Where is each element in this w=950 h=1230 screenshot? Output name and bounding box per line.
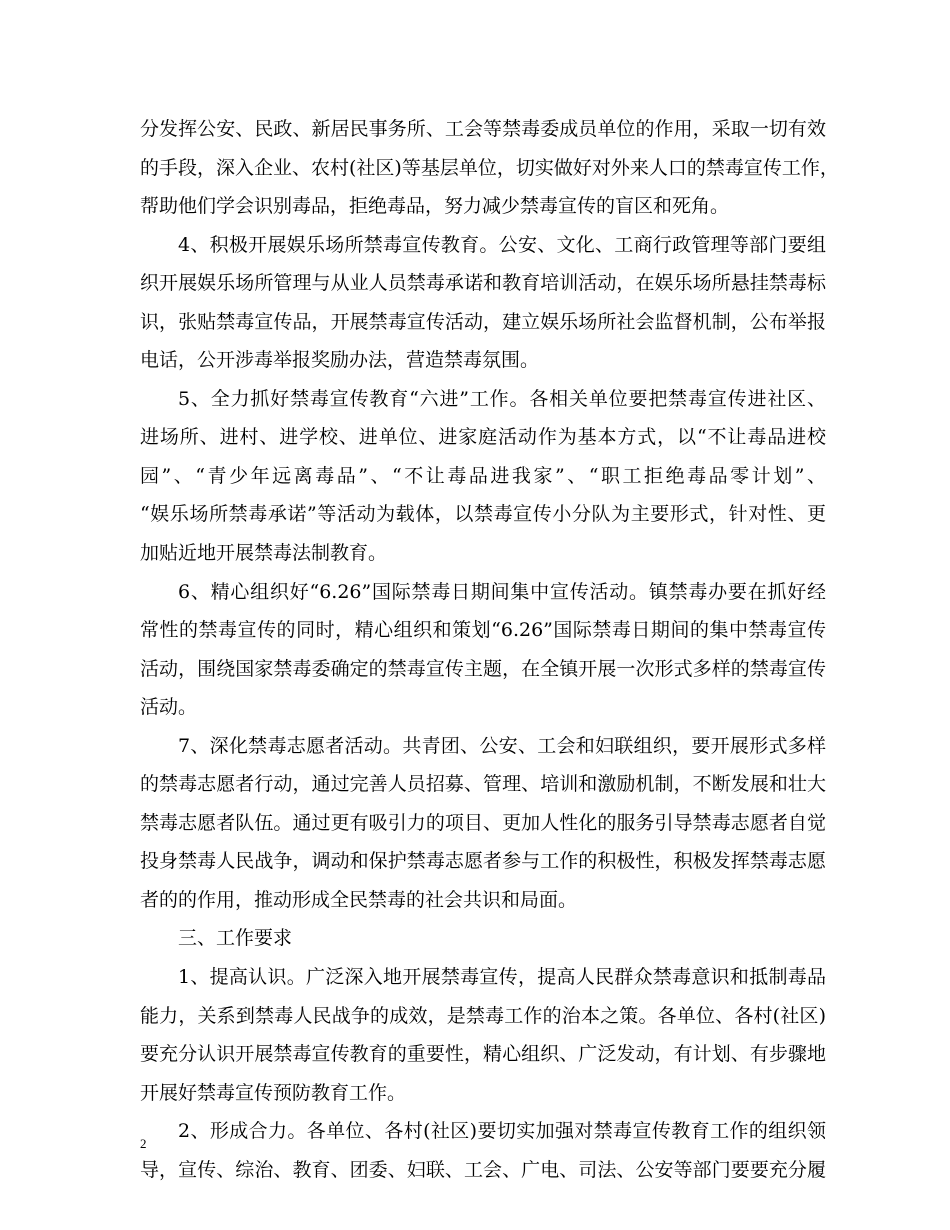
text-line: 园”、“青少年远离毒品”、“不让毒品进我家”、“职工拒绝毒品零计划”、: [140, 464, 826, 487]
text-line: 禁毒志愿者队伍。通过更有吸引力的项目、更加人性化的服务引导禁毒志愿者自觉: [140, 811, 826, 834]
text-line: 1、提高认识。广泛深入地开展禁毒宣传，提高人民群众禁毒意识和抵制毒品: [178, 966, 826, 989]
text-line: 导，宣传、综治、教育、团委、妇联、工会、广电、司法、公安等部门要要充分履: [140, 1158, 826, 1181]
page-number: 2: [140, 1136, 147, 1151]
text-line: 进场所、进村、进学校、进单位、进家庭活动作为基本方式，以“不让毒品进校: [140, 426, 826, 449]
text-line: 活动。: [140, 696, 198, 719]
text-line: 三、工作要求: [178, 927, 293, 950]
text-line: 识，张贴禁毒宣传品，开展禁毒宣传活动，建立娱乐场所社会监督机制，公布举报: [140, 310, 826, 333]
body-text: [140, 110, 839, 1189]
text-line: 织开展娱乐场所管理与从业人员禁毒承诺和教育培训活动，在娱乐场所悬挂禁毒标: [140, 272, 826, 295]
text-line: “娱乐场所禁毒承诺”等活动为载体，以禁毒宣传小分队为主要形式，针对性、更: [140, 503, 826, 526]
text-line: 7、深化禁毒志愿者活动。共青团、公安、工会和妇联组织，要开展形式多样: [178, 734, 826, 757]
text-line: 要充分认识开展禁毒宣传教育的重要性，精心组织、广泛发动，有计划、有步骤地: [140, 1043, 826, 1066]
text-line: 帮助他们学会识别毒品，拒绝毒品，努力减少禁毒宣传的盲区和死角。: [140, 195, 730, 218]
text-line: 2、形成合力。各单位、各村(社区)要切实加强对禁毒宣传教育工作的组织领: [178, 1120, 826, 1143]
text-line: 6、精心组织好“6.26”国际禁毒日期间集中宣传活动。镇禁毒办要在抓好经: [178, 580, 826, 603]
text-line: 者的的作用，推动形成全民禁毒的社会共识和局面。: [140, 888, 578, 911]
text-line: 开展好禁毒宣传预防教育工作。: [140, 1081, 407, 1104]
text-line: 常性的禁毒宣传的同时，精心组织和策划“6.26”国际禁毒日期间的集中禁毒宣传: [140, 619, 826, 642]
text-line: 电话，公开涉毒举报奖励办法，营造禁毒氛围。: [140, 349, 540, 372]
text-line: 4、积极开展娱乐场所禁毒宣传教育。公安、文化、工商行政管理等部门要组: [178, 233, 826, 256]
text-line: 加贴近地开展禁毒法制教育。: [140, 542, 388, 565]
text-line: 分发挥公安、民政、新居民事务所、工会等禁毒委成员单位的作用，采取一切有效: [140, 118, 826, 140]
text-line: 能力，关系到禁毒人民战争的成效，是禁毒工作的治本之策。各单位、各村(社区): [140, 1004, 826, 1027]
text-line: 活动，围绕国家禁毒委确定的禁毒宣传主题，在全镇开展一次形式多样的禁毒宣传: [140, 657, 826, 680]
text-line: 的禁毒志愿者行动，通过完善人员招募、管理、培训和激励机制，不断发展和壮大: [140, 773, 826, 796]
text-line: 的手段，深入企业、农村(社区)等基层单位，切实做好对外来人口的禁毒宣传工作，: [140, 156, 839, 179]
text-line: 5、全力抓好禁毒宣传教育“六进”工作。各相关单位要把禁毒宣传进社区、: [178, 387, 826, 410]
text-line: 投身禁毒人民战争，调动和保护禁毒志愿者参与工作的积极性，积极发挥禁毒志愿: [140, 850, 826, 873]
